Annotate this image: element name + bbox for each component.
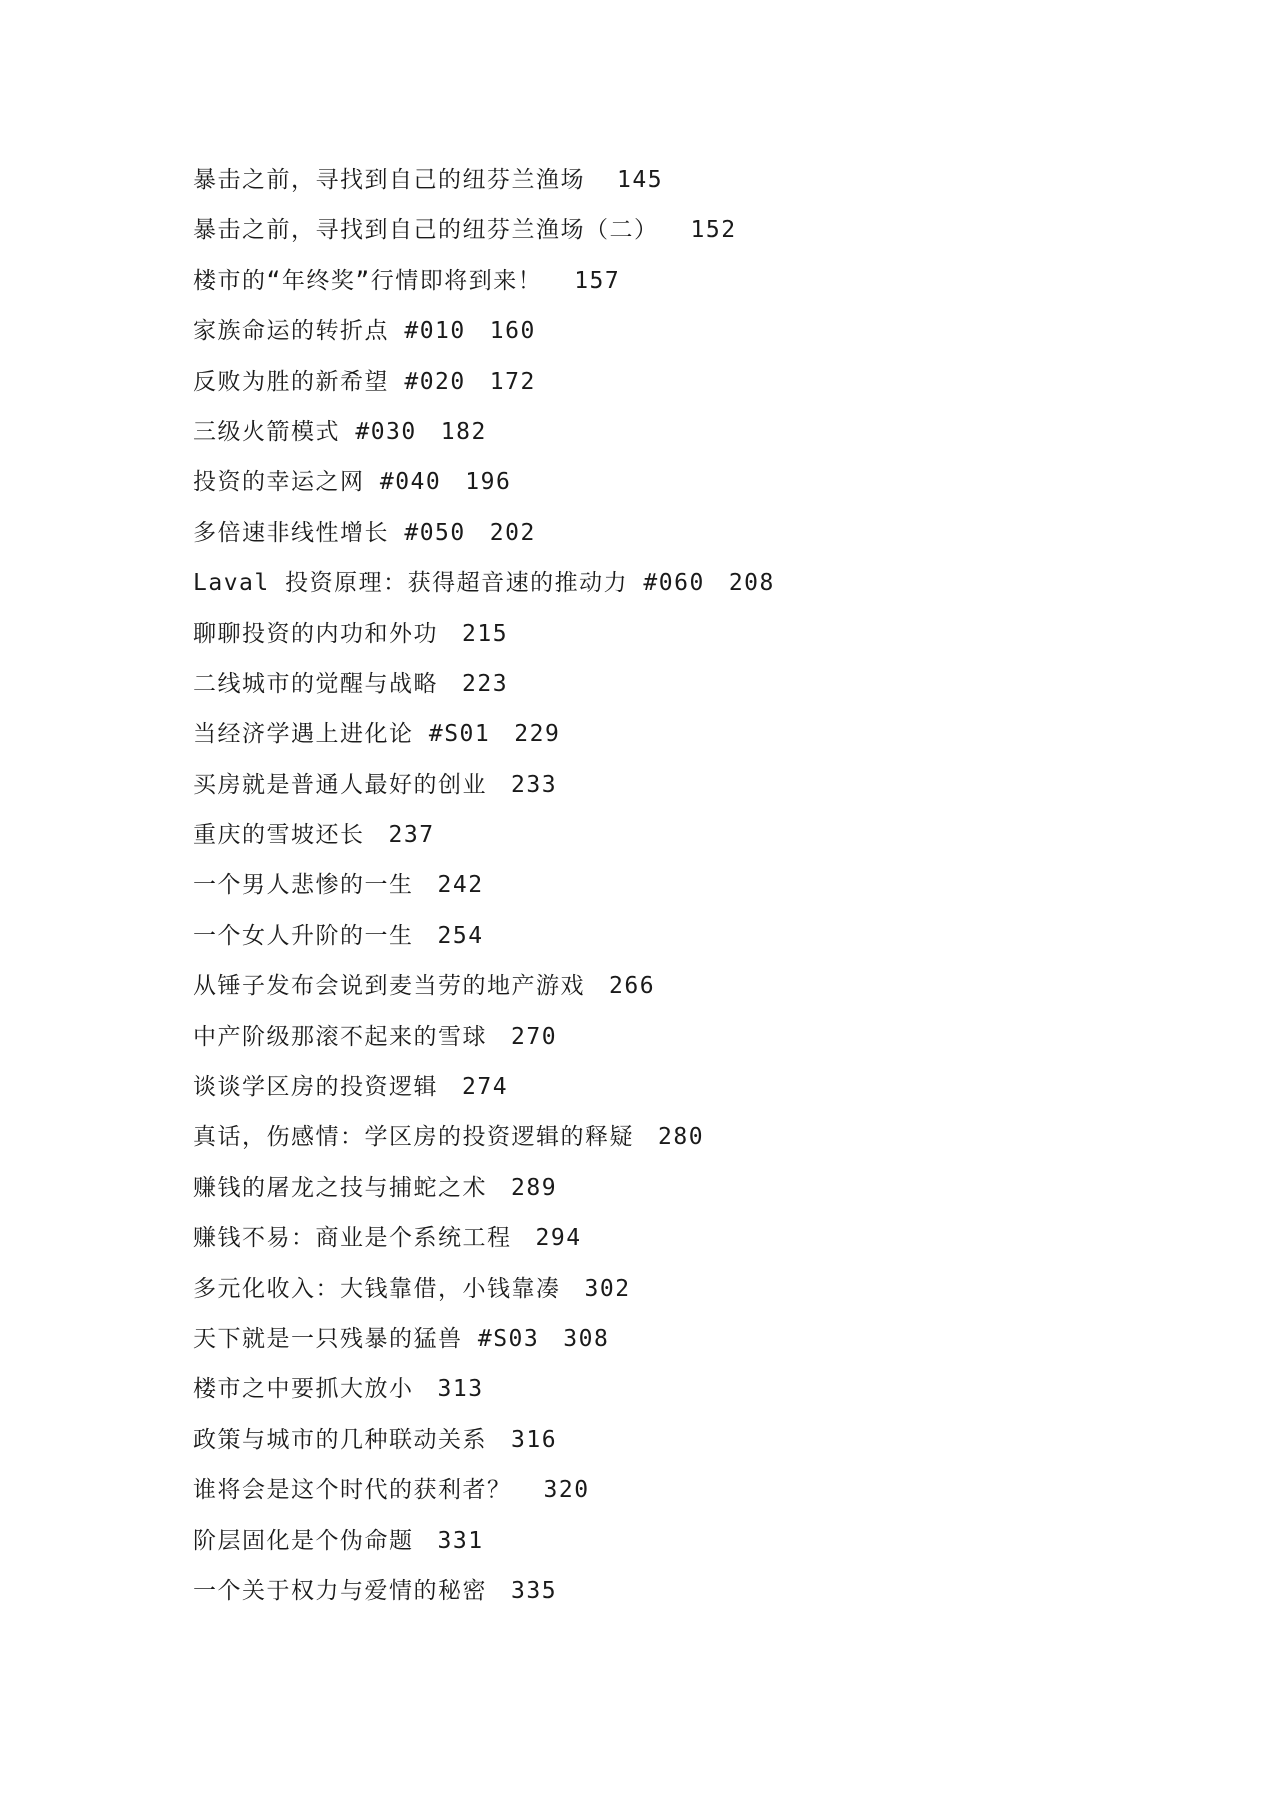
toc-entry [193, 810, 1193, 860]
toc-entry [193, 1314, 1193, 1364]
toc-entry-page-number: 215 [462, 620, 509, 647]
toc-entry [193, 1415, 1193, 1465]
toc-entry [193, 306, 1193, 356]
toc-entry-page-number: 280 [658, 1124, 705, 1151]
toc-entry [193, 1012, 1193, 1062]
toc-entry [193, 155, 1193, 205]
toc-entry-page-number: 294 [535, 1225, 582, 1252]
toc-entry-title: 多元化收入：大钱靠借，小钱靠凑 [193, 1275, 561, 1302]
toc-entry-page-number: 223 [462, 670, 509, 697]
toc-entry-page-number: 302 [584, 1275, 631, 1302]
toc-entry-title: 一个女人升阶的一生 [193, 922, 414, 949]
toc-entry-title: 家族命运的转折点 #010 [193, 318, 466, 345]
toc-entry-title: 暴击之前，寻找到自己的纽芬兰渔场（二） [193, 217, 659, 244]
toc-entry-title: 中产阶级那滚不起来的雪球 [193, 1023, 487, 1050]
toc-entry [193, 1566, 1193, 1616]
toc-entry-title: 暴击之前，寻找到自己的纽芬兰渔场 [193, 167, 585, 193]
toc-entry [193, 1112, 1193, 1162]
toc-entry-page-number: 160 [489, 318, 536, 345]
toc-entry-title: 从锤子发布会说到麦当劳的地产游戏 [193, 973, 585, 1000]
toc-entry-title: 赚钱不易：商业是个系统工程 [193, 1225, 512, 1252]
toc-entry [193, 709, 1193, 759]
toc-entry-page-number: 172 [489, 368, 536, 395]
toc-entry-title: 阶层固化是个伪命题 [193, 1527, 414, 1554]
toc-entry [193, 860, 1193, 910]
toc-entry-title: 谁将会是这个时代的获利者？ [193, 1477, 512, 1504]
toc-entry-title: 聊聊投资的内功和外功 [193, 620, 438, 647]
toc-entry-title: 楼市的“年终奖”行情即将到来！ [193, 267, 543, 294]
toc-entry-title: 买房就是普通人最好的创业 [193, 771, 487, 798]
toc-entry [193, 760, 1193, 810]
toc-entry-page-number: 152 [690, 217, 737, 244]
toc-entry-page-number: 289 [511, 1174, 558, 1201]
toc-entry-title: 楼市之中要抓大放小 [193, 1376, 414, 1403]
toc-entry-page-number: 308 [563, 1325, 610, 1352]
toc-entry [193, 357, 1193, 407]
toc-entry [193, 1465, 1193, 1515]
toc-entry-page-number: 145 [617, 167, 664, 193]
toc-entry-page-number: 182 [440, 418, 487, 445]
toc-entry-page-number: 266 [609, 973, 656, 1000]
toc-entry-title: 二线城市的觉醒与战略 [193, 670, 438, 697]
toc-entry [193, 457, 1193, 507]
toc-entry-title: 当经济学遇上进化论 #S01 [193, 721, 491, 748]
toc-entry [193, 911, 1193, 961]
toc-entry-page-number: 316 [511, 1426, 558, 1453]
toc-entry-page-number: 237 [388, 822, 435, 849]
toc-entry [193, 508, 1193, 558]
toc-entry-title: Laval 投资原理：获得超音速的推动力 #060 [193, 570, 705, 597]
toc-entry-page-number: 331 [437, 1527, 484, 1554]
toc-entry-title: 投资的幸运之网 #040 [193, 469, 442, 496]
toc-entry-page-number: 320 [543, 1477, 590, 1504]
toc-entry-page-number: 254 [437, 922, 484, 949]
toc-entry [193, 659, 1193, 709]
toc-entry-page-number: 313 [437, 1376, 484, 1403]
toc-entry-page-number: 233 [511, 771, 558, 798]
toc-entry-title: 三级火箭模式 #030 [193, 418, 417, 445]
toc-entry [193, 407, 1193, 457]
toc-entry [193, 1264, 1193, 1314]
toc-entry-title: 一个关于权力与爱情的秘密 [193, 1577, 487, 1604]
toc-entry-title: 一个男人悲惨的一生 [193, 872, 414, 899]
toc-entry-title: 政策与城市的几种联动关系 [193, 1426, 487, 1453]
toc-entry-page-number: 229 [514, 721, 561, 748]
toc-entry [193, 609, 1193, 659]
toc-entry-page-number: 270 [511, 1023, 558, 1050]
toc-entry-title: 天下就是一只残暴的猛兽 #S03 [193, 1325, 540, 1352]
toc-entry [193, 205, 1193, 255]
toc-entry-title: 赚钱的屠龙之技与捕蛇之术 [193, 1174, 487, 1201]
toc-entry [193, 256, 1193, 306]
toc-entry-page-number: 242 [437, 872, 484, 899]
toc-entry-title: 重庆的雪坡还长 [193, 822, 365, 849]
toc-entry-title: 多倍速非线性增长 #050 [193, 519, 466, 546]
table-of-contents [193, 155, 1193, 1616]
toc-entry-page-number: 208 [728, 570, 775, 597]
toc-entry-title: 反败为胜的新希望 #020 [193, 368, 466, 395]
toc-entry [193, 558, 1193, 608]
toc-entry [193, 961, 1193, 1011]
toc-entry [193, 1213, 1193, 1263]
toc-entry-page-number: 335 [511, 1577, 558, 1604]
toc-entry-title: 谈谈学区房的投资逻辑 [193, 1074, 438, 1101]
toc-entry [193, 1062, 1193, 1112]
toc-entry-page-number: 202 [489, 519, 536, 546]
toc-entry [193, 1516, 1193, 1566]
toc-entry-page-number: 157 [574, 267, 621, 294]
toc-entry [193, 1364, 1193, 1414]
toc-entry-page-number: 196 [465, 469, 512, 496]
toc-entry [193, 1163, 1193, 1213]
toc-entry-page-number: 274 [462, 1074, 509, 1101]
toc-entry-title: 真话，伤感情：学区房的投资逻辑的释疑 [193, 1124, 634, 1151]
